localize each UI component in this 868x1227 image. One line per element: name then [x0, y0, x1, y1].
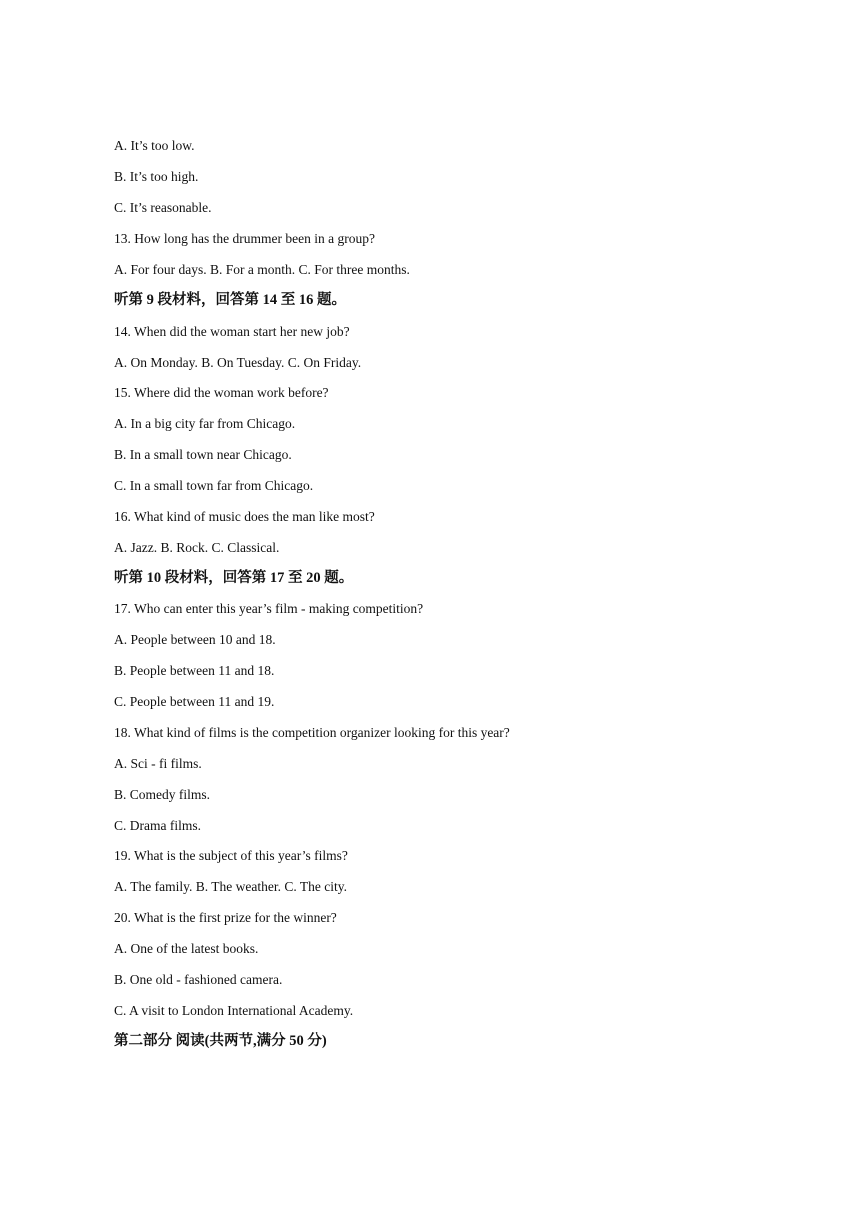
option-12a: A. It’s too low. — [114, 138, 195, 153]
option-20c: C. A visit to London International Academy. — [114, 1003, 354, 1018]
option-12b: B. It’s too high. — [114, 169, 199, 184]
options-14: A. On Monday. B. On Tuesday. C. On Friday. — [114, 355, 362, 370]
option-18c: C. Drama films. — [114, 818, 201, 833]
section-heading-material-10: 听第 10 段材料，回答第 17 至 20 题。 — [114, 570, 354, 586]
question-13: 13. How long has the drummer been in a group? — [114, 231, 375, 246]
option-18b: B. Comedy films. — [114, 787, 211, 802]
options-19: A. The family. B. The weather. C. The city. — [114, 879, 347, 894]
option-18a: A. Sci - fi films. — [114, 756, 202, 771]
option-15b: B. In a small town near Chicago. — [114, 447, 292, 462]
section-heading-material-9: 听第 9 段材料，回答第 14 至 16 题。 — [114, 292, 346, 308]
option-15c: C. In a small town far from Chicago. — [114, 478, 314, 493]
question-20: 20. What is the first prize for the winner? — [114, 910, 337, 925]
question-18: 18. What kind of films is the competition organizer looking for this year? — [114, 725, 510, 740]
option-17c: C. People between 11 and 19. — [114, 694, 275, 709]
question-15: 15. Where did the woman work before? — [114, 385, 329, 400]
option-20b: B. One old - fashioned camera. — [114, 972, 283, 987]
options-16: A. Jazz. B. Rock. C. Classical. — [114, 540, 280, 555]
options-13: A. For four days. B. For a month. C. For three months. — [114, 262, 410, 277]
part-two-heading: 第二部分 阅读(共两节,满分 50 分) — [114, 1033, 327, 1049]
question-14: 14. When did the woman start her new job? — [114, 324, 350, 339]
option-12c: C. It’s reasonable. — [114, 200, 212, 215]
option-17a: A. People between 10 and 18. — [114, 632, 276, 647]
option-20a: A. One of the latest books. — [114, 941, 259, 956]
option-17b: B. People between 11 and 18. — [114, 663, 275, 678]
question-19: 19. What is the subject of this year’s films? — [114, 848, 348, 863]
option-15a: A. In a big city far from Chicago. — [114, 416, 296, 431]
question-16: 16. What kind of music does the man like most? — [114, 509, 375, 524]
question-17: 17. Who can enter this year’s film - making competition? — [114, 601, 424, 616]
